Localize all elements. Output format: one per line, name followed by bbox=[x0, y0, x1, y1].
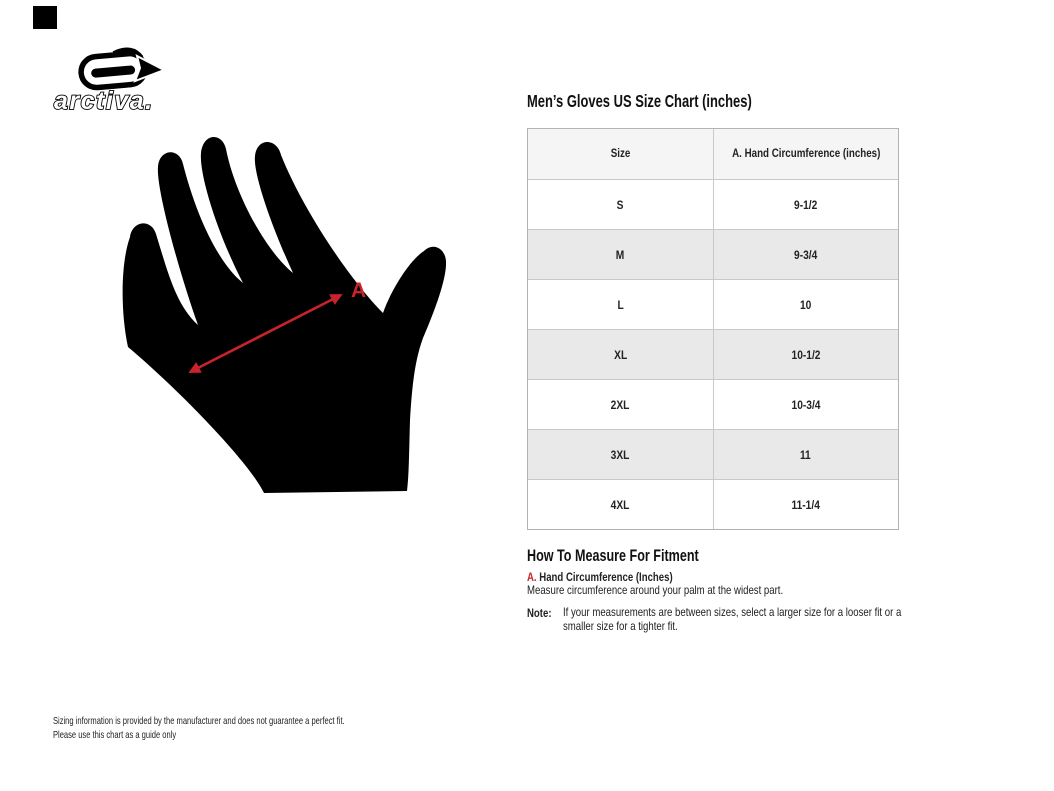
table-row bbox=[528, 479, 898, 529]
note-line-1: If your measurements are between sizes, select a larger size for a looser fit or a bbox=[562, 605, 901, 619]
size-chart-title bbox=[527, 91, 831, 112]
size-cell: 2XL bbox=[610, 397, 630, 412]
size-cell: 4XL bbox=[610, 497, 630, 512]
table-row bbox=[528, 229, 898, 279]
measure-label-text: Hand Circumference (Inches) bbox=[539, 570, 673, 584]
measure-key-a: A. bbox=[527, 570, 537, 584]
table-row bbox=[528, 179, 898, 229]
size-cell: M bbox=[616, 247, 625, 262]
circumference-cell: 10-3/4 bbox=[713, 380, 899, 429]
howto-heading: How To Measure For Fitment bbox=[527, 546, 699, 565]
hand-measurement-figure bbox=[118, 125, 448, 495]
circumference-cell: 10 bbox=[713, 280, 899, 329]
note-label: Note: bbox=[527, 606, 552, 620]
circumference-cell: 11 bbox=[713, 430, 899, 479]
fitment-note bbox=[527, 606, 986, 633]
circumference-cell: 9-3/4 bbox=[713, 230, 899, 279]
arctiva-logo-icon bbox=[78, 47, 166, 91]
footer-disclaimer bbox=[53, 715, 458, 742]
footer-line-1: Sizing information is provided by the manufacturer and does not guarantee a perfect fit. bbox=[53, 715, 345, 727]
measurement-label-a: A bbox=[351, 279, 367, 302]
note-text bbox=[563, 606, 986, 633]
size-cell: L bbox=[617, 297, 624, 312]
size-table-header-size: Size bbox=[610, 148, 631, 160]
measure-description: Measure circumference around your palm at the widest part. bbox=[527, 583, 784, 597]
size-cell: 3XL bbox=[610, 447, 630, 462]
size-cell: XL bbox=[613, 347, 627, 362]
corner-black-square bbox=[33, 6, 57, 29]
measure-label bbox=[527, 570, 709, 584]
size-table-header-row bbox=[528, 129, 898, 179]
size-table-header-circumference: A. Hand Circumference (inches) bbox=[713, 129, 899, 179]
size-cell: S bbox=[616, 197, 624, 212]
wordmark-text: arctiva. bbox=[54, 87, 154, 115]
arctiva-wordmark bbox=[52, 87, 192, 117]
circumference-cell: 11-1/4 bbox=[713, 480, 899, 529]
size-chart-title-text: Men’s Gloves US Size Chart (inches) bbox=[527, 91, 752, 111]
table-row bbox=[528, 429, 898, 479]
table-row bbox=[528, 279, 898, 329]
table-row bbox=[528, 379, 898, 429]
hand-silhouette bbox=[123, 137, 446, 493]
circumference-cell: 10-1/2 bbox=[713, 330, 899, 379]
table-row bbox=[528, 329, 898, 379]
footer-line-2: Please use this chart as a guide only bbox=[53, 728, 177, 741]
size-table bbox=[527, 128, 899, 530]
note-line-2: smaller size for a tighter fit. bbox=[562, 618, 678, 633]
circumference-cell: 9-1/2 bbox=[713, 180, 899, 229]
